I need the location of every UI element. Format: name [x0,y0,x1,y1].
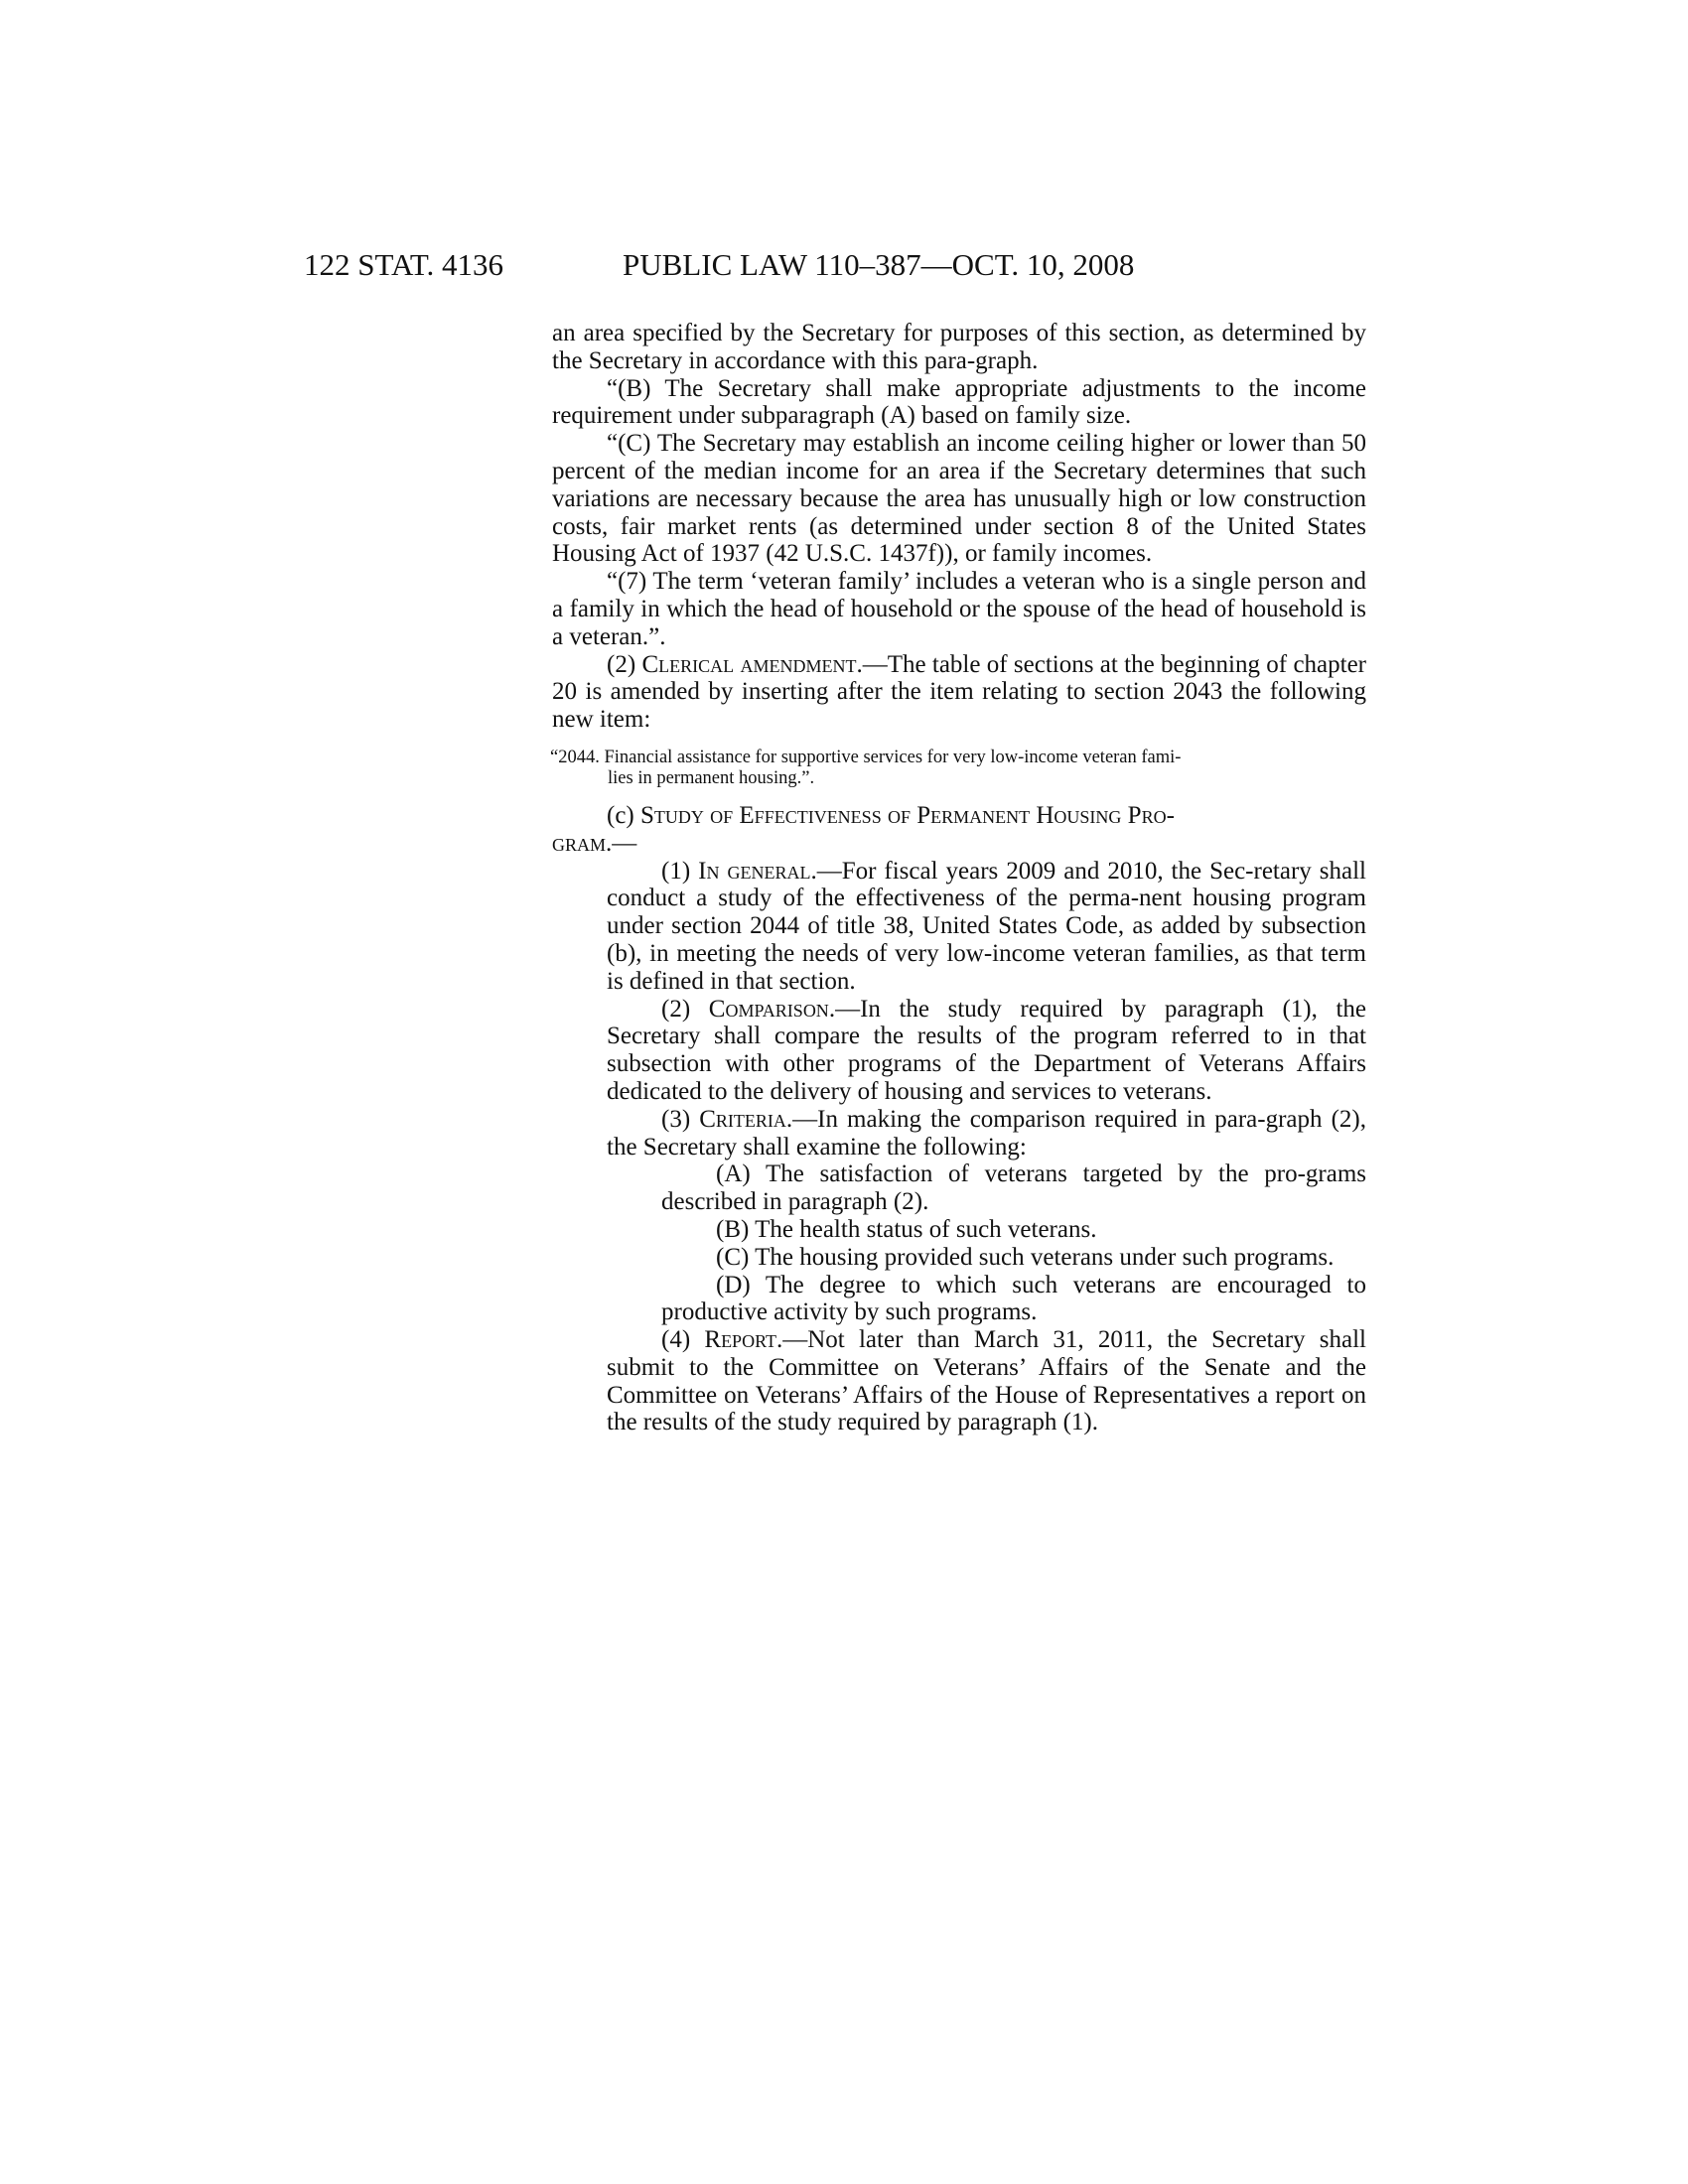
paragraph-number: (2) [661,995,709,1023]
paragraph-b: “(B) The Secretary shall make appropriate adjustments to the income requirement under subparagraph (A) based on family size. [552,374,1366,430]
paragraph-heading: In general [698,857,811,885]
clause-d: (D) The degree to which such veterans are encouraged to productive activity by such programs. [661,1271,1366,1326]
paragraph-number: (2) [607,650,642,678]
paragraph-c1 [552,858,1366,996]
clause-b: (B) The health status of such veterans. [716,1215,1097,1243]
subsection-heading-line-1: Study of Effectiveness of Permanent Housing Pro- [640,801,1175,829]
paragraph-c3 [552,1106,1366,1161]
subsection-heading-dash: .— [606,829,637,857]
toc-line-1: “2044. Financial assistance for supportive services for very low-income veteran fami- [550,747,1182,767]
paragraph-c: “(C) The Secretary may establish an income ceiling higher or lower than 50 percent of the median income for an area if the Secretary determines that such variations are necessary because the area has unusually high or low construction costs, fair market rents (as determined under section 8 of the United States Housing Act of 1937 (42 U.S.C. 1437f)), or family incomes. [552,430,1366,568]
table-of-sections-item [550,748,1437,789]
paragraph-text: .—In the study required by paragraph (1), the Secretary shall compare the results of the program referred to in that subsection with other programs of the Department of Veterans Affairs dedicated to the delivery of housing and services to veterans. [607,995,1366,1105]
toc-line-2: lies in permanent housing.”. [608,767,815,788]
paragraph-c2 [552,996,1366,1106]
paragraph-continuation: an area specified by the Secretary for purposes of this section, as determined by the Secretary in accordance with this para-graph. [552,320,1366,374]
paragraph-text: .—In making the comparison required in para-graph (2), the Secretary shall examine the following: [607,1105,1366,1160]
paragraph-number: (1) [661,857,699,885]
page-header-title: PUBLIC LAW 110–387—OCT. 10, 2008 [623,247,1135,282]
paragraph-number: (4) [661,1326,705,1354]
document-body [552,320,1366,1436]
subsection-c-heading [552,802,1366,858]
clause-a: (A) The satisfaction of veterans targeted by the pro-grams described in paragraph (2). [661,1160,1366,1216]
paragraph-text: .—Not later than March 31, 2011, the Secretary shall submit to the Committee on Veterans’ Affairs of the Senate and the Committee on Veterans’ Affairs of the House of Representatives a report on the results of the study required by paragraph (1). [607,1326,1366,1436]
paragraph-text: .—For fiscal years 2009 and 2010, the Sec-retary shall conduct a study of the effectiveness of the perma-nent housing program under section 2044 of title 38, United States Code, as added by subsection (b), in meeting the needs of very low-income veteran families, as that term is defined in that section. [607,857,1366,995]
paragraph-heading: Report [704,1326,776,1354]
paragraph-heading: Criteria [699,1105,786,1133]
paragraph-text: .—The table of sections at the beginning of chapter 20 is amended by inserting after the item relating to section 2043 the following new item: [552,650,1367,734]
paragraph-heading: Comparison [708,995,829,1023]
page-reference: 122 STAT. 4136 [304,247,504,282]
paragraph-number: (3) [661,1105,700,1133]
paragraph-heading: Clerical amendment [641,650,857,678]
clerical-amendment-paragraph [552,651,1366,734]
subsection-number: (c) [607,801,640,829]
subsection-heading-line-2: gram [552,829,607,857]
paragraph-7: “(7) The term ‘veteran family’ includes a veteran who is a single person and a family in which the head of household or the spouse of the head of household is a veteran.”. [552,568,1366,650]
clause-c: (C) The housing provided such veterans under such programs. [716,1243,1335,1271]
paragraph-c4 [552,1326,1366,1436]
